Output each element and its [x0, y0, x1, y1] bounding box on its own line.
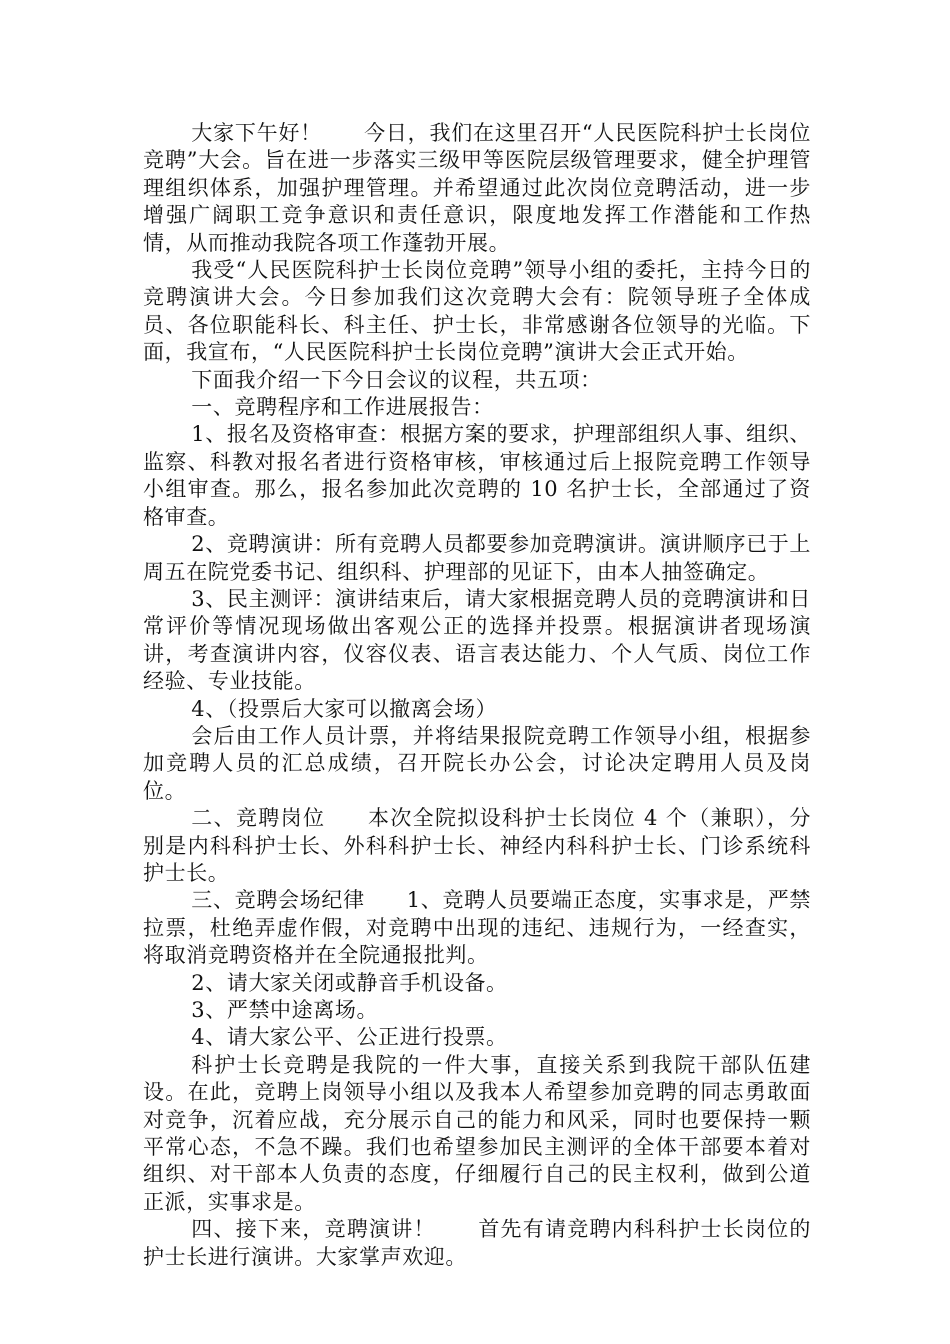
paragraph-agenda-intro: 下面我介绍一下今日会议的议程，共五项：	[191, 367, 602, 392]
section-2-heading: 二、竞聘岗位	[191, 806, 326, 831]
paragraph-host: 我受“人民医院科护士长岗位竞聘”领导小组的委托，主持今日的竞聘演讲大会。今日参加我们这次竞聘大会有：院领导班子全体成员、各位职能科长、科主任、护士长，非常感谢各位领导的光临。下面，我宣布，“人民医院科护士长岗位竞聘”演讲大会正式开始。	[143, 258, 811, 365]
paragraph-text: 首先有请竞聘内科科护士长岗位的护士长进行演讲。大家掌声欢迎。	[143, 1217, 812, 1269]
paragraph-rule-2: 2、请大家关闭或静音手机设备。	[191, 970, 508, 995]
paragraph-text: 今日，我们在这里召开“人民医院科护士长岗位竞聘”大会。旨在进一步落实三级甲等医院层级管理要求，健全护理管理组织体系，加强护理管理。并希望通过此次岗位竞聘活动，进一步增强广阔职工竞争意识和责任意识，限度地发挥工作潜能和工作热情，从而推动我院各项工作蓬勃开展。	[143, 121, 811, 255]
paragraph-importance: 科护士长竞聘是我院的一件大事，直接关系到我院干部队伍建设。在此，竞聘上岗领导小组以及我本人希望参加竞聘的同志勇敢面对竞争，沉着应战，充分展示自己的能力和风采，同时也要保持一颗平常心态，不急不躁。我们也希望参加民主测评的全体干部要本着对组织、对干部本人负责的态度，仔细履行自己的民主权利，做到公道正派，实事求是。	[143, 1052, 811, 1214]
paragraph-item-2: 2、竞聘演讲：所有竞聘人员都要参加竞聘演讲。演讲顺序已于上周五在院党委书记、组织科、护理部的见证下，由本人抽签确定。	[143, 532, 811, 584]
paragraph-rule-4: 4、请大家公平、公正进行投票。	[191, 1025, 508, 1050]
heading-section-1: 一、竞聘程序和工作进展报告：	[191, 395, 494, 420]
paragraph-greeting	[143, 120, 811, 257]
paragraph-item-1: 1、报名及资格审查：根据方案的要求，护理部组织人事、组织、监察、科教对报名者进行资格审核，审核通过后上报院竞聘工作领导小组审查。那么，报名参加此次竞聘的 10 名护士长，全部通过了资格审查。	[143, 422, 811, 529]
greeting-lead: 大家下午好！	[191, 121, 322, 145]
paragraph-counting: 会后由工作人员计票，并将结果报院竞聘工作领导小组，根据参加竞聘人员的汇总成绩，召开院长办公会，讨论决定聘用人员及岗位。	[143, 723, 811, 803]
paragraph-section-2	[143, 805, 811, 887]
section-3-heading: 三、竞聘会场纪律	[191, 888, 365, 913]
paragraph-text: 本次全院拟设科护士长岗位 4 个（兼职），分别是内科科护士长、外科科护士长、神经内科科护士长、门诊系统科护士长。	[143, 806, 811, 885]
paragraph-text: 1、竞聘人员要端正态度，实事求是，严禁拉票，杜绝弄虚作假，对竞聘中出现的违纪、违规行为，一经查实，将取消竞聘资格并在全院通报批判。	[143, 888, 811, 968]
paragraph-item-3: 3、民主测评：演讲结束后，请大家根据竞聘人员的竞聘演讲和日常评价等情况现场做出客观公正的选择并投票。根据演讲者现场演讲，考查演讲内容，仪容仪表、语言表达能力、个人气质、岗位工作经验、专业技能。	[143, 586, 811, 694]
paragraph-item-4: 4、（投票后大家可以撤离会场）	[191, 696, 498, 721]
paragraph-section-3	[143, 887, 811, 969]
document-body	[143, 120, 811, 1271]
paragraph-section-4	[143, 1216, 811, 1271]
section-4-heading: 四、接下来，竞聘演讲！	[191, 1217, 436, 1242]
paragraph-rule-3: 3、严禁中途离场。	[191, 998, 379, 1022]
